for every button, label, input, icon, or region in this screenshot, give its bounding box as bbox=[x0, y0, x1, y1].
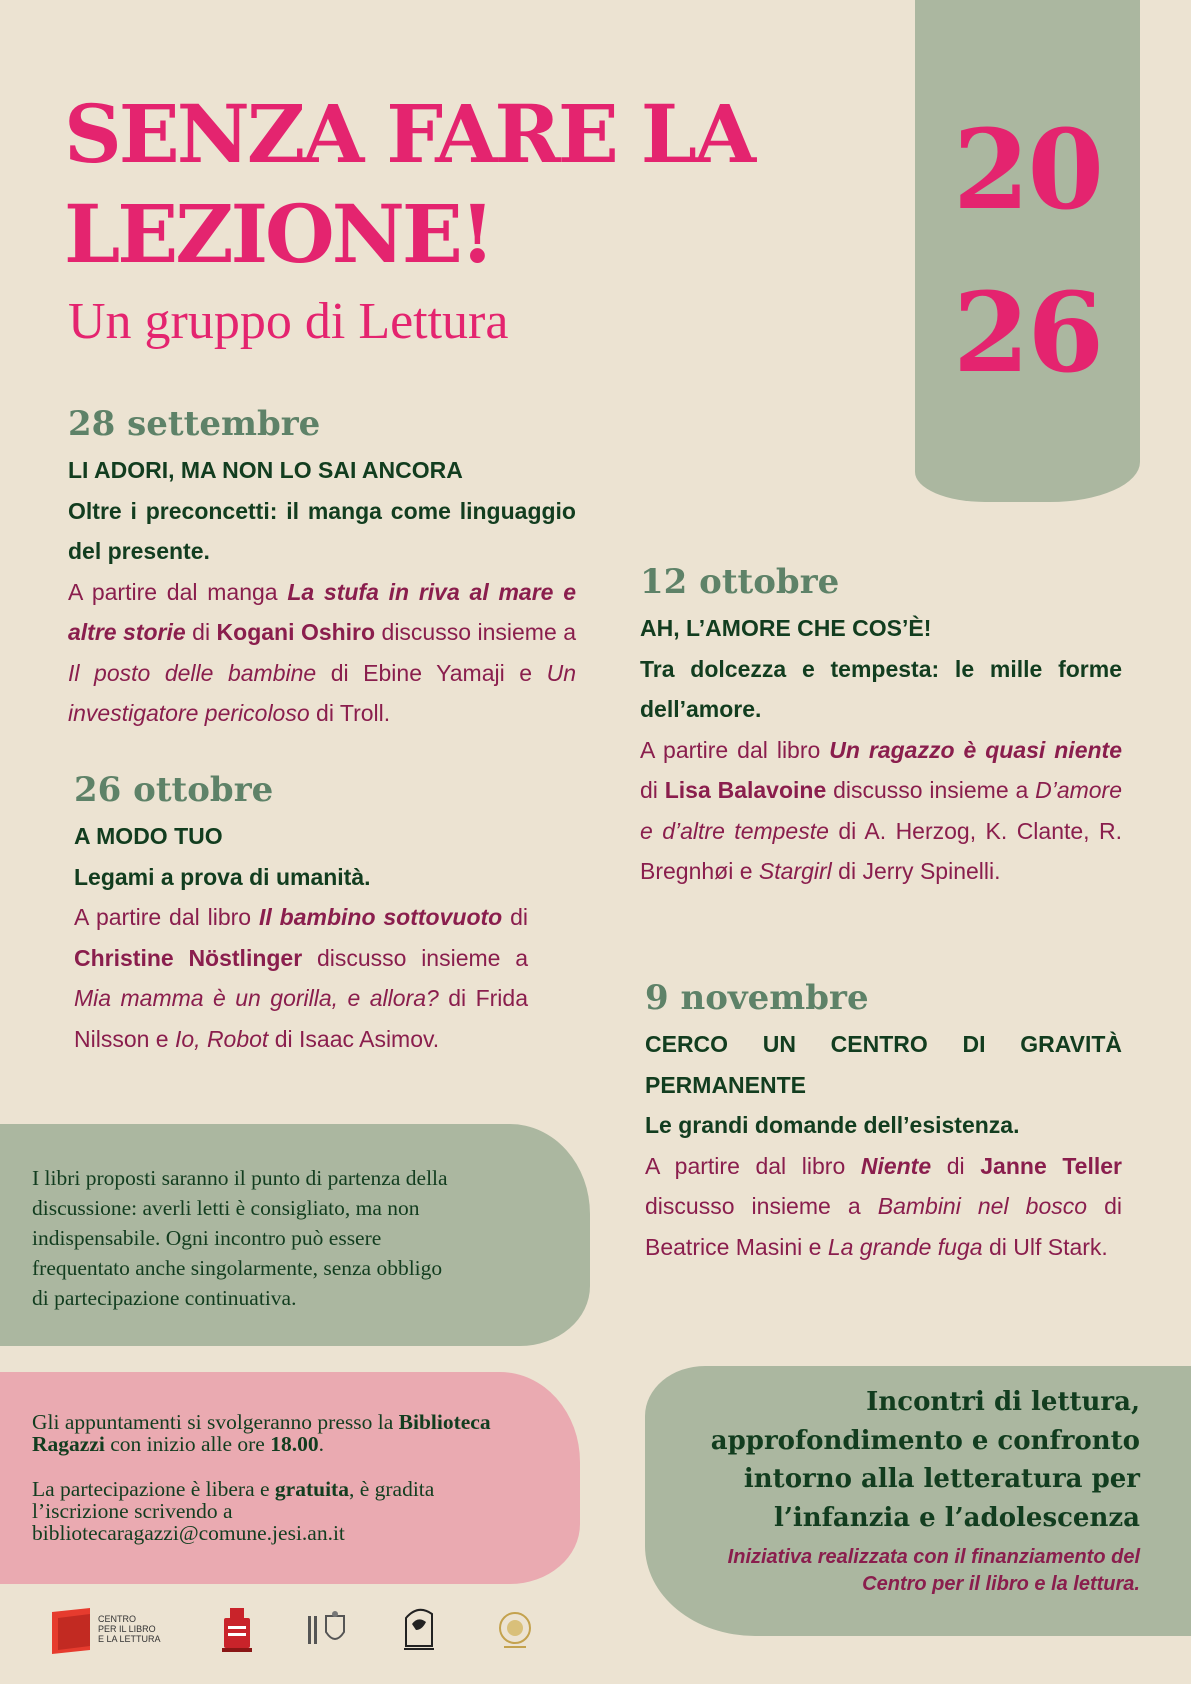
jesi-citta-logo bbox=[222, 1608, 252, 1652]
venue-name: Biblioteca bbox=[398, 1410, 491, 1434]
featured-author: Janne Teller bbox=[980, 1152, 1122, 1179]
related-book: Bambini nel bosco bbox=[877, 1193, 1088, 1219]
featured-book: La stufa in riva al mare e altre storie bbox=[68, 578, 577, 645]
event-theme: Tra dolcezza e tempesta: le mille forme dell’amore. bbox=[640, 655, 1122, 722]
event-title: CERCO UN CENTRO DI GRAVITÀ PERMANENTE bbox=[645, 1031, 1122, 1098]
featured-author: Christine Nöstlinger bbox=[74, 944, 303, 971]
related-book: D’amore e d’altre tempeste bbox=[640, 777, 1123, 844]
year-panel bbox=[915, 0, 1140, 502]
featured-author: Kogani Oshiro bbox=[216, 619, 376, 645]
event-theme: Legami a prova di umanità. bbox=[74, 863, 371, 890]
page-title bbox=[64, 84, 864, 284]
event-title: A MODO TUO bbox=[74, 823, 223, 849]
venue-info: Gli appuntamenti si svolgeranno presso la Biblioteca Ragazzi con inizio alle ore 18.00. bbox=[32, 1410, 491, 1456]
event-theme: Oltre i preconcetti: il manga come linguaggio del presente. bbox=[68, 497, 576, 564]
start-time: 18.00 bbox=[270, 1432, 319, 1456]
participation-note: I libri proposti saranno il punto di partenza della discussione: averli letti è consigliato, ma non indispensabile. Ogni incontro può essere frequentato anche singolarmente, senza obbligo di partecipazione continuativa. bbox=[32, 1166, 448, 1310]
page-subtitle: Un gruppo di Lettura bbox=[68, 293, 509, 350]
book-icon bbox=[50, 1608, 94, 1656]
featured-book: Un ragazzo è quasi niente bbox=[829, 736, 1122, 763]
venue-name: Ragazzi bbox=[32, 1432, 105, 1456]
featured-book: Niente bbox=[860, 1152, 932, 1179]
related-book: Io, Robot bbox=[174, 1025, 269, 1052]
related-book: La grande fuga bbox=[827, 1233, 983, 1260]
title-line-1: SENZA FARE LA bbox=[64, 87, 754, 181]
event-title: LI ADORI, MA NON LO SAI ANCORA bbox=[68, 457, 463, 483]
biblioteca-planettiana-logo bbox=[398, 1604, 440, 1654]
featured-author: Lisa Balavoine bbox=[664, 777, 827, 803]
seal-logo bbox=[496, 1608, 534, 1654]
event-9-novembre bbox=[645, 974, 1122, 1267]
event-description: A partire dal libro Niente di Janne Teller discusso insieme a Bambini nel bosco di Beatrice Masini e La grande fuga di Ulf Stark. bbox=[645, 1152, 1122, 1260]
year-top: 20 bbox=[952, 105, 1103, 234]
event-date: 9 novembre bbox=[645, 978, 869, 1018]
free-label: gratuita bbox=[274, 1477, 349, 1501]
event-description: A partire dal libro Il bambino sottovuoto di Christine Nöstlinger discusso insieme a Mia mamma è un gorilla, e allora? di Frida Nilsson e Io, Robot di Isaac Asimov. bbox=[74, 904, 529, 1052]
seal-icon bbox=[496, 1608, 534, 1654]
related-book: Mia mamma è un gorilla, e allora? bbox=[74, 985, 439, 1011]
event-date: 12 ottobre bbox=[640, 562, 840, 602]
year-bottom: 26 bbox=[952, 268, 1103, 397]
city-badge-icon bbox=[222, 1608, 252, 1652]
jesi-municipality-logo bbox=[306, 1610, 350, 1650]
registration-info: La partecipazione è libera e gratuita, è gradita l’iscrizione scrivendo a bibliotecaragazzi@comune.jesi.an.it bbox=[32, 1478, 572, 1544]
title-line-2: LEZIONE! bbox=[64, 187, 492, 281]
event-12-ottobre bbox=[640, 558, 1122, 892]
related-book: Il posto delle bambine bbox=[68, 659, 317, 686]
event-theme: Le grandi domande dell’esistenza. bbox=[645, 1112, 1020, 1138]
event-date: 28 settembre bbox=[68, 404, 321, 444]
coat-of-arms-icon bbox=[306, 1610, 350, 1650]
featured-book: Il bambino sottovuoto bbox=[259, 904, 503, 930]
event-description: A partire dal manga La stufa in riva al mare e altre storie di Kogani Oshiro discusso insieme a Il posto delle bambine di Ebine Yamaji e Un investigatore pericoloso di Troll. bbox=[68, 578, 577, 726]
event-description: A partire dal libro Un ragazzo è quasi niente di Lisa Balavoine discusso insieme a D’amore e d’altre tempeste di A. Herzog, K. Clante, R. Bregnhøi e Stargirl di Jerry Spinelli. bbox=[640, 736, 1123, 884]
partner-logos bbox=[50, 1600, 570, 1660]
event-26-ottobre bbox=[74, 766, 528, 1059]
lion-emblem-icon bbox=[398, 1604, 440, 1654]
cepell-logo: CENTRO PER IL LIBRO E LA LETTURA bbox=[50, 1608, 180, 1656]
contact-email[interactable]: bibliotecaragazzi@comune.jesi.an.it bbox=[32, 1521, 345, 1545]
funding-credit: Iniziativa realizzata con il finanziamento del Centro per il libro e la lettura. bbox=[727, 1546, 1140, 1595]
related-book: Un investigatore pericoloso bbox=[68, 659, 576, 726]
tagline: Incontri di lettura, approfondimento e confronto intorno alla letteratura per l’infanzia e l’adolescenza bbox=[710, 1387, 1140, 1533]
related-book: Stargirl bbox=[758, 858, 832, 884]
event-date: 26 ottobre bbox=[74, 770, 274, 810]
event-28-settembre bbox=[68, 400, 576, 734]
event-title: AH, L’AMORE CHE COS’È! bbox=[640, 615, 932, 641]
